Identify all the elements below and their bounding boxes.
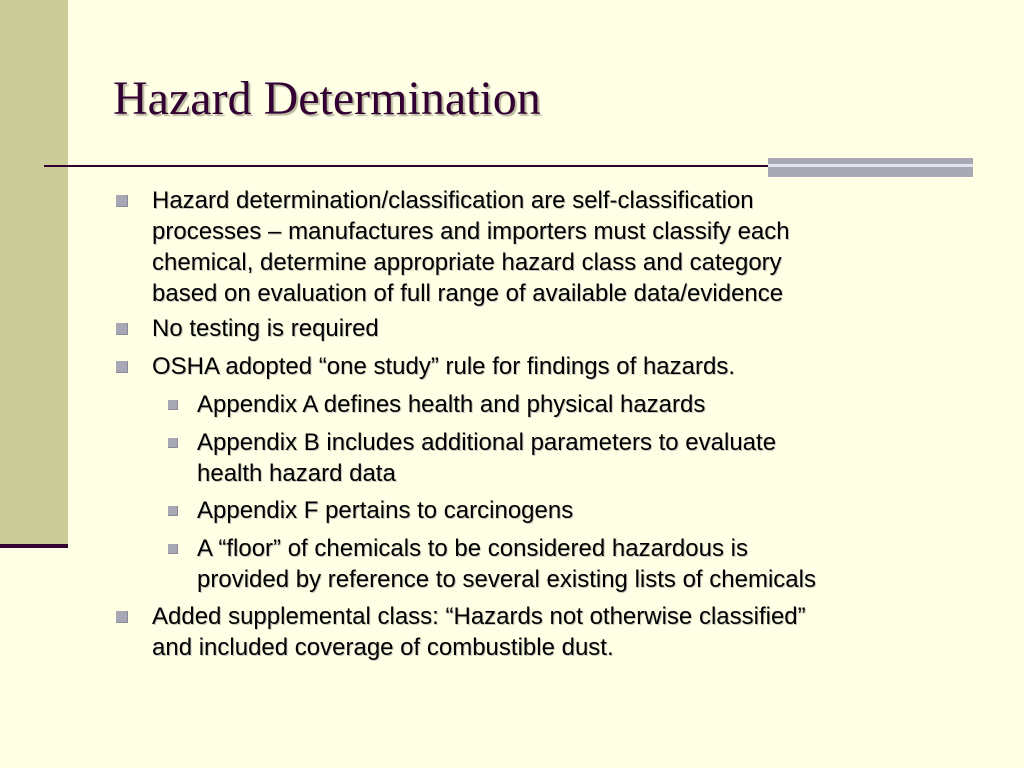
bullet-text-line: provided by reference to several existing lists of chemicals <box>197 566 816 593</box>
sub-bullet-item <box>197 495 573 526</box>
title-accent-bar-lower <box>768 167 973 177</box>
bullet-text-line: processes – manufactures and importers must classify each <box>152 218 790 245</box>
bullet-text-line: health hazard data <box>197 460 396 487</box>
square-bullet-icon <box>116 323 128 335</box>
bullet-item <box>152 185 790 309</box>
sub-bullet-item <box>197 389 705 420</box>
square-bullet-icon <box>168 544 178 554</box>
bullet-text-line: Appendix B includes additional parameters to evaluate <box>197 429 777 456</box>
bullet-item <box>152 351 735 382</box>
bullet-text-line: Appendix A defines health and physical hazards <box>197 391 706 418</box>
square-bullet-icon <box>116 361 128 373</box>
bullet-text-line: Added supplemental class: “Hazards not otherwise classified” <box>152 603 806 630</box>
left-accent-underline <box>0 544 68 548</box>
bullet-text-line: Hazard determination/classification are self-classification <box>152 187 754 214</box>
square-bullet-icon <box>116 195 128 207</box>
square-bullet-icon <box>168 438 178 448</box>
bullet-text-line: Appendix F pertains to carcinogens <box>197 497 574 524</box>
bullet-text-line: and included coverage of combustible dust. <box>152 634 614 661</box>
bullet-text-line: OSHA adopted “one study” rule for findings of hazards. <box>152 353 735 380</box>
title-divider-rule <box>44 165 768 167</box>
bullet-text-line: A “floor” of chemicals to be considered hazardous is <box>197 535 748 562</box>
bullet-item <box>152 313 379 344</box>
sub-bullet-item <box>197 533 816 595</box>
bullet-item <box>152 601 806 663</box>
square-bullet-icon <box>116 611 128 623</box>
bullet-text-line: No testing is required <box>152 315 379 342</box>
bullet-text-line: based on evaluation of full range of available data/evidence <box>152 280 784 307</box>
left-accent-band <box>0 0 68 546</box>
square-bullet-icon <box>168 400 178 410</box>
bullet-text-line: chemical, determine appropriate hazard class and category <box>152 249 782 276</box>
square-bullet-icon <box>168 506 178 516</box>
sub-bullet-item <box>197 427 776 489</box>
slide-title: Hazard Determination <box>113 72 541 125</box>
